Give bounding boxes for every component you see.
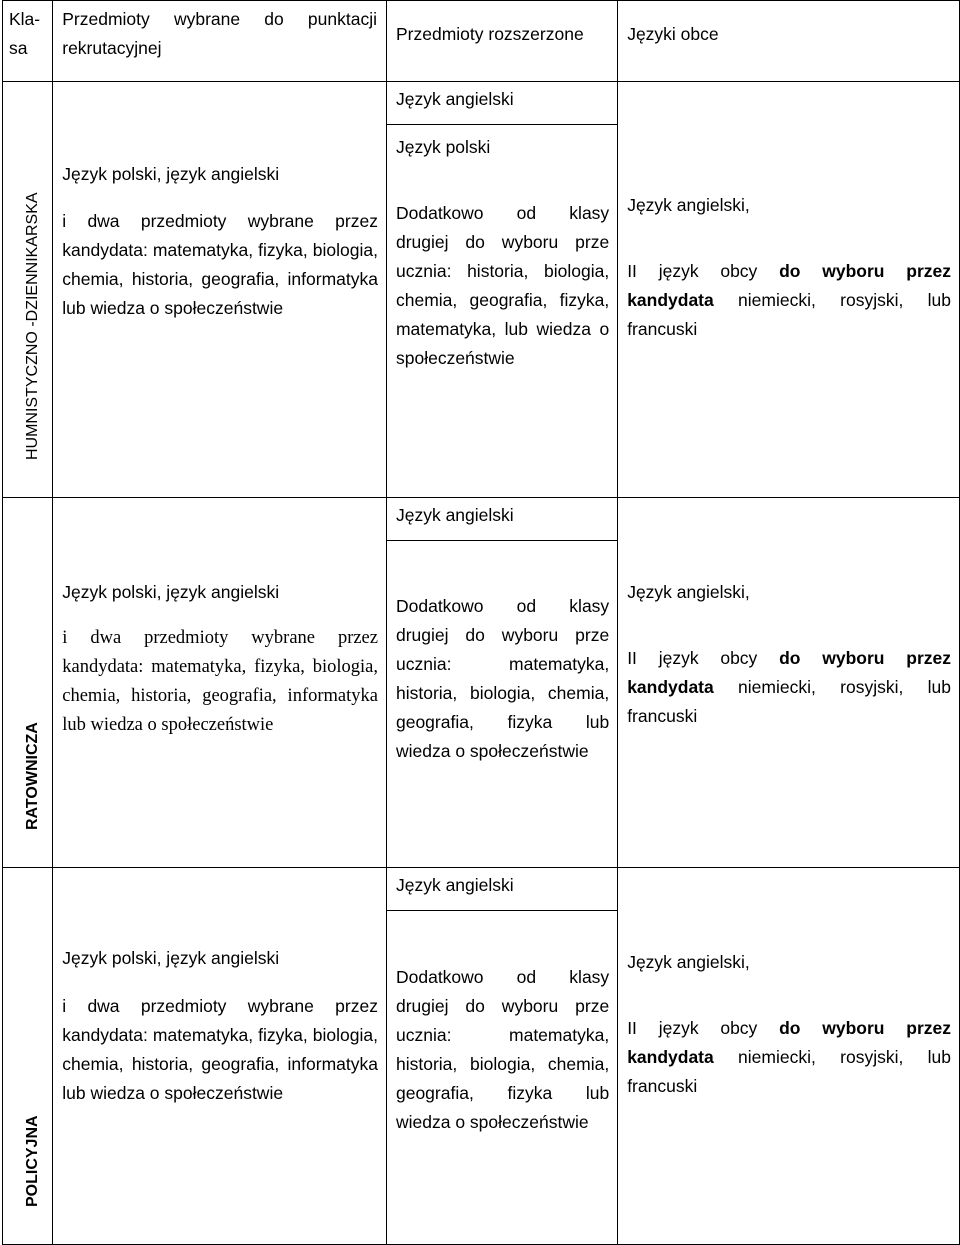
rozszerzone-main: Język angielski xyxy=(395,89,514,109)
header-row xyxy=(3,1,960,82)
przedmioty-detail: i dwa przedmioty wybrane przez kandydata: matematyka, fizyka, biologia, chemia, historia, geografia, informatyka lub wiedza o społeczeństwie xyxy=(62,211,378,318)
klasa-cell xyxy=(3,82,53,498)
recruitment-table xyxy=(2,0,960,1245)
przedmioty-detail: i dwa przedmioty wybrane przez kandydata: matematyka, fizyka, biologia, chemia, historia, geografia, informatyka lub wiedza o społeczeństwie xyxy=(62,996,378,1103)
przedmioty-main: Język polski, język angielski xyxy=(62,164,280,184)
rozszerzone-main: Język angielski xyxy=(395,505,514,525)
jezyki-cell xyxy=(618,868,960,1245)
jezyki-detail: II język obcy do wyboru przez kandydata niemiecki, rosyjski, lub francuski xyxy=(627,1018,951,1096)
przedmioty-main: Język polski, język angielski xyxy=(62,948,280,968)
przedmioty-main: Język polski, język angielski xyxy=(62,582,280,602)
jezyki-cell xyxy=(618,82,960,498)
table-row xyxy=(3,82,960,498)
rozszerzone-cell xyxy=(386,498,617,868)
rozszerzone-cell xyxy=(386,868,617,1245)
header-przedmioty: Przedmioty wybrane do punktacji rekrutacyjnej xyxy=(53,1,387,82)
table-row xyxy=(3,498,960,868)
jezyki-main: Język angielski, xyxy=(627,582,750,602)
header-klasa: Kla-sa xyxy=(3,1,53,82)
przedmioty-detail: i dwa przedmioty wybrane przez kandydata: matematyka, fizyka, biologia, chemia, historia, geografia, informatyka lub wiedza o społeczeństwie xyxy=(62,628,378,735)
rozszerzone-detail: Dodatkowo od klasy drugiej do wyboru prze ucznia: matematyka, historia, biologia, chemia, geografia, fizyka lub wiedza o społeczeństwie xyxy=(395,967,610,1132)
jezyki-detail: II język obcy do wyboru przez kandydata niemiecki, rosyjski, lub francuski xyxy=(627,261,951,339)
klasa-label: HUMNISTYCZNO -DZIENNIKARSKA xyxy=(23,192,41,460)
header-jezyki: Języki obce xyxy=(618,1,960,82)
jezyki-main: Język angielski, xyxy=(627,195,750,215)
jezyki-main: Język angielski, xyxy=(627,952,750,972)
jezyki-cell xyxy=(618,498,960,868)
rozszerzone-main: Język angielski xyxy=(395,875,514,895)
klasa-label: RATOWNICZA xyxy=(23,722,41,830)
header-rozszerzone: Przedmioty rozszerzone xyxy=(386,1,617,82)
przedmioty-cell xyxy=(53,868,387,1245)
klasa-label: POLICYJNA xyxy=(23,1115,41,1207)
rozszerzone-second: Język polski xyxy=(395,137,491,157)
klasa-cell xyxy=(3,498,53,868)
rozszerzone-cell xyxy=(386,82,617,498)
przedmioty-cell xyxy=(53,498,387,868)
klasa-cell xyxy=(3,868,53,1245)
table-row xyxy=(3,868,960,1245)
rozszerzone-detail: Dodatkowo od klasy drugiej do wyboru prze ucznia: historia, biologia, chemia, geografia, fizyka, matematyka, lub wiedza o społeczeństwie xyxy=(395,203,610,368)
przedmioty-cell xyxy=(53,82,387,498)
rozszerzone-detail: Dodatkowo od klasy drugiej do wyboru prze ucznia: matematyka, historia, biologia, chemia, geografia, fizyka lub wiedza o społeczeństwie xyxy=(395,596,610,761)
jezyki-detail: II język obcy do wyboru przez kandydata niemiecki, rosyjski, lub francuski xyxy=(627,648,951,726)
